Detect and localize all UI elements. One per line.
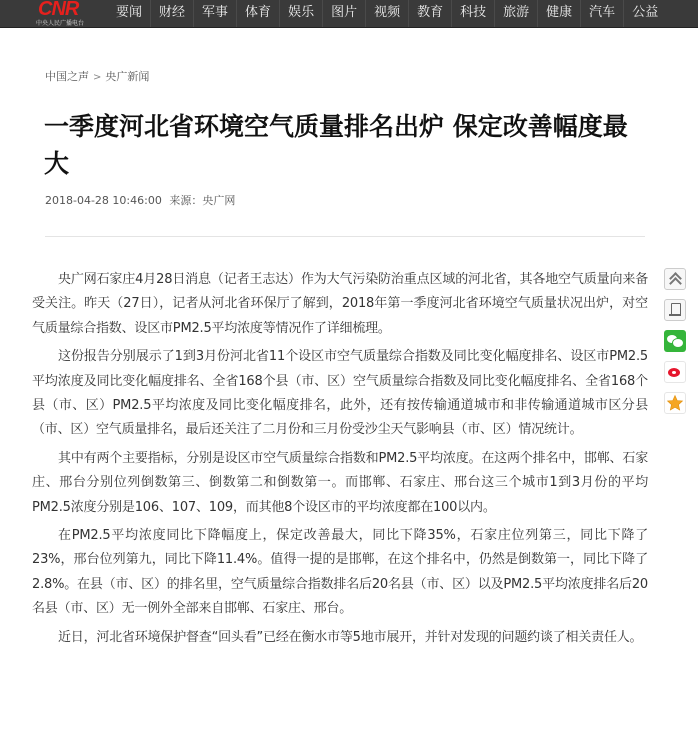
nav-item-sports[interactable]: 体育 (236, 0, 279, 27)
nav-item-tech[interactable]: 科技 (451, 0, 494, 27)
article-paragraph: 其中有两个主要指标，分别是设区市空气质量综合指数和PM2.5平均浓度。在这两个排名中，邯郸、石家庄、邢台分别位列倒数第三、倒数第二和倒数第一。而邯郸、石家庄、邢台这三个城市1到3月份的平均PM2.5浓度分别是106、107、109，而其他8个设区市的平均浓度都在100以内。 (32, 450, 648, 515)
document-icon[interactable] (664, 299, 686, 321)
nav-item-news[interactable]: 要闻 (116, 5, 143, 20)
article-source: 来源：央广网 (169, 194, 236, 207)
nav-item-entertainment[interactable]: 娱乐 (279, 0, 322, 27)
article-paragraph: 在PM2.5平均浓度同比下降幅度上，保定改善最大，同比下降35%，石家庄位列第三，同比下降了23%，邢台位列第九，同比下降11.4%。值得一提的是邯郸，在这个排名中，仍然是倒数第一，同比下降了2.8%。在县（市、区）的排名里，空气质量综合指数排名后20名县（市、区）以及PM2.5平均浓度排名后20名县（市、区）无一例外全部来自邯郸、石家庄、邢台。 (32, 528, 648, 617)
article-title: 一季度河北省环境空气质量排名出炉 保定改善幅度最大 (44, 112, 628, 178)
nav-item-video[interactable]: 视频 (365, 0, 408, 27)
nav-item-finance[interactable]: 财经 (150, 0, 193, 27)
article-paragraph: 央广网石家庄4月28日消息（记者王志达）作为大气污染防治重点区域的河北省，其各地空气质量向来备受关注。昨天（27日），记者从河北省环保厅了解到，2018年第一季度河北省环境空气质量状况出炉，对空气质量综合指数、设区市PM2.5平均浓度等情况作了详细梳理。 (32, 272, 648, 336)
nav-item-auto[interactable]: 汽车 (580, 0, 623, 27)
share-toolbar (664, 268, 688, 423)
cnr-logo[interactable] (34, 0, 104, 27)
top-nav-bar (0, 0, 698, 28)
nav-item-pictures[interactable]: 图片 (322, 0, 365, 27)
nav-item-travel[interactable]: 旅游 (494, 0, 537, 27)
main-nav (108, 0, 666, 27)
nav-item-charity[interactable]: 公益 (623, 0, 666, 27)
article-paragraph: 这份报告分别展示了1到3月份河北省11个设区市空气质量综合指数及同比变化幅度排名、设区市PM2.5平均浓度及同比变化幅度排名、全省168个县（市、区）空气质量综合指数及同比变化幅度排名、全省168个县（市、区）PM2.5平均浓度及同比变化幅度排名，此外，还有按传输通道城市和非传输通道城市区分县（市、区）空气质量排名，最后还关注了二月份和三月份受沙尘天气影响县（市、区）情况统计。 (32, 349, 648, 438)
breadcrumb-separator: > (93, 72, 102, 83)
article-body (32, 268, 648, 654)
logo-subtitle: 中央人民广播电台 (36, 20, 85, 27)
nav-item-health[interactable]: 健康 (537, 0, 580, 27)
wechat-icon[interactable] (664, 330, 686, 352)
article-datetime: 2018-04-28 10:46:00 (45, 194, 162, 207)
star-icon-graphic (666, 394, 684, 412)
article-paragraph: 近日，河北省环境保护督查“回头看”已经在衡水市等5地市展开，并针对发现的问题约谈了相关责任人。 (58, 629, 643, 645)
title-divider (45, 236, 645, 237)
breadcrumb-section-link[interactable]: 央广新闻 (105, 70, 150, 83)
star-icon[interactable] (664, 392, 686, 414)
back-to-top-icon[interactable] (664, 268, 686, 290)
article-meta (45, 192, 235, 208)
breadcrumb-home-link[interactable]: 中国之声 (45, 70, 89, 83)
nav-item-education[interactable]: 教育 (408, 0, 451, 27)
nav-item-military[interactable]: 军事 (193, 0, 236, 27)
breadcrumb (45, 68, 149, 84)
weibo-icon[interactable] (664, 361, 686, 383)
logo-main: CNR (38, 0, 79, 20)
